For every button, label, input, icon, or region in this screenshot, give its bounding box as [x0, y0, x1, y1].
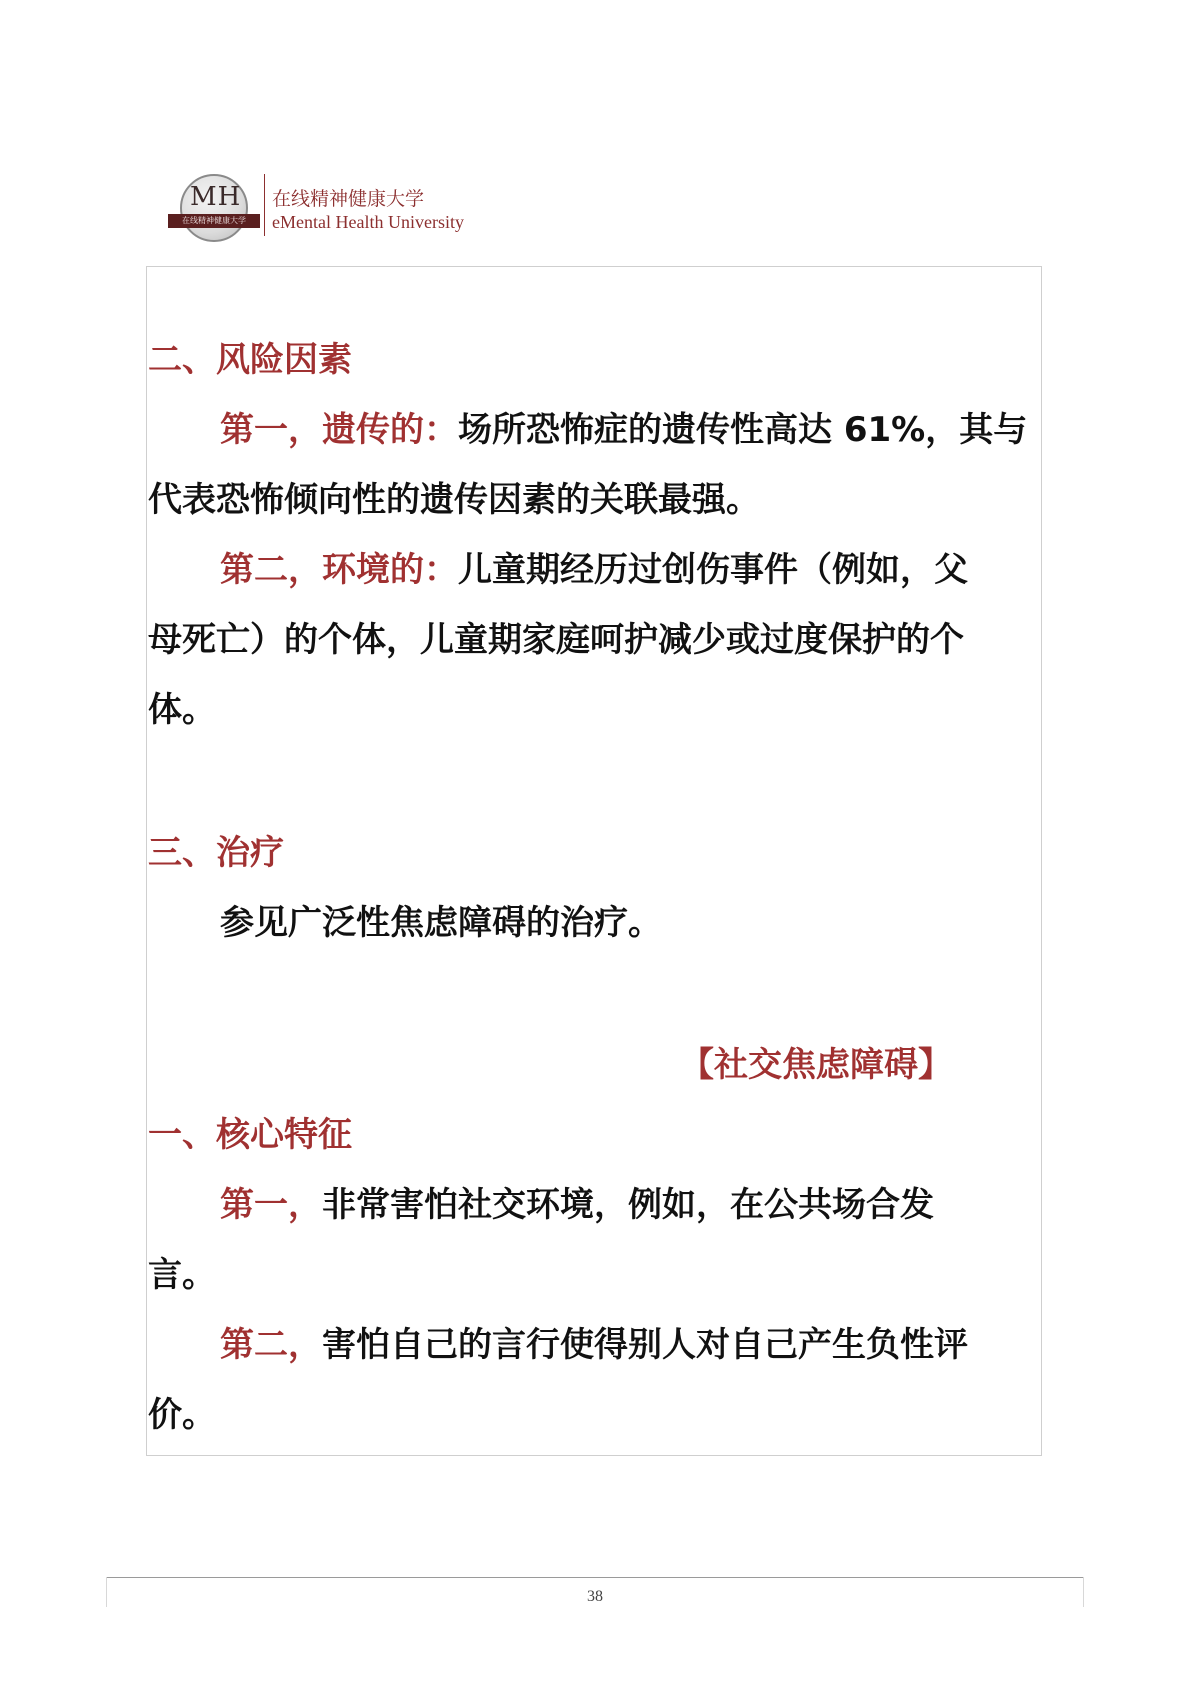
footer-rule	[106, 1577, 1084, 1578]
org-name-cn: 在线精神健康大学	[272, 188, 425, 210]
paragraph-feature-two-end: 价。	[148, 1395, 216, 1435]
paragraph-treatment: 参见广泛性焦虑障碍的治疗。	[220, 903, 662, 943]
paragraph-environment-label: 第二，环境的：	[220, 550, 458, 590]
section-heading-risk-factors: 二、风险因素	[148, 340, 352, 380]
logo-ribbon: 在线精神健康大学	[168, 214, 260, 228]
paragraph-feature-one-text: 非常害怕社交环境，例如，在公共场合发	[322, 1185, 934, 1225]
section-heading-core-features: 一、核心特征	[148, 1115, 352, 1155]
page-number: 38	[587, 1588, 603, 1605]
paragraph-feature-one	[148, 1170, 1120, 1240]
paragraph-feature-two-text: 害怕自己的言行使得别人对自己产生负性评	[322, 1325, 968, 1365]
paragraph-genetic-label: 第一，遗传的：	[220, 410, 458, 450]
paragraph-environment	[148, 535, 1120, 605]
logo-mark: MH	[190, 182, 242, 212]
paragraph-environment-end: 体。	[148, 690, 216, 730]
section-title-social-anxiety: 【社交焦虑障碍】	[680, 1045, 952, 1085]
paragraph-feature-one-label: 第一，	[220, 1185, 322, 1225]
paragraph-genetic	[148, 395, 1120, 465]
paragraph-genetic-cont: 代表恐怖倾向性的遗传因素的关联最强。	[148, 480, 760, 520]
org-name-en: eMental Health University	[272, 212, 464, 232]
org-logo	[168, 168, 498, 248]
paragraph-environment-cont: 母死亡）的个体，儿童期家庭呵护减少或过度保护的个	[148, 620, 964, 660]
paragraph-feature-two	[148, 1310, 1120, 1380]
section-heading-treatment: 三、治疗	[148, 833, 284, 873]
paragraph-feature-two-label: 第二，	[220, 1325, 322, 1365]
paragraph-feature-one-end: 言。	[148, 1255, 216, 1295]
paragraph-genetic-text: 场所恐怖症的遗传性高达 61%，其与	[458, 410, 1028, 450]
logo-divider	[264, 174, 265, 236]
paragraph-environment-text: 儿童期经历过创伤事件（例如，父	[458, 550, 968, 590]
